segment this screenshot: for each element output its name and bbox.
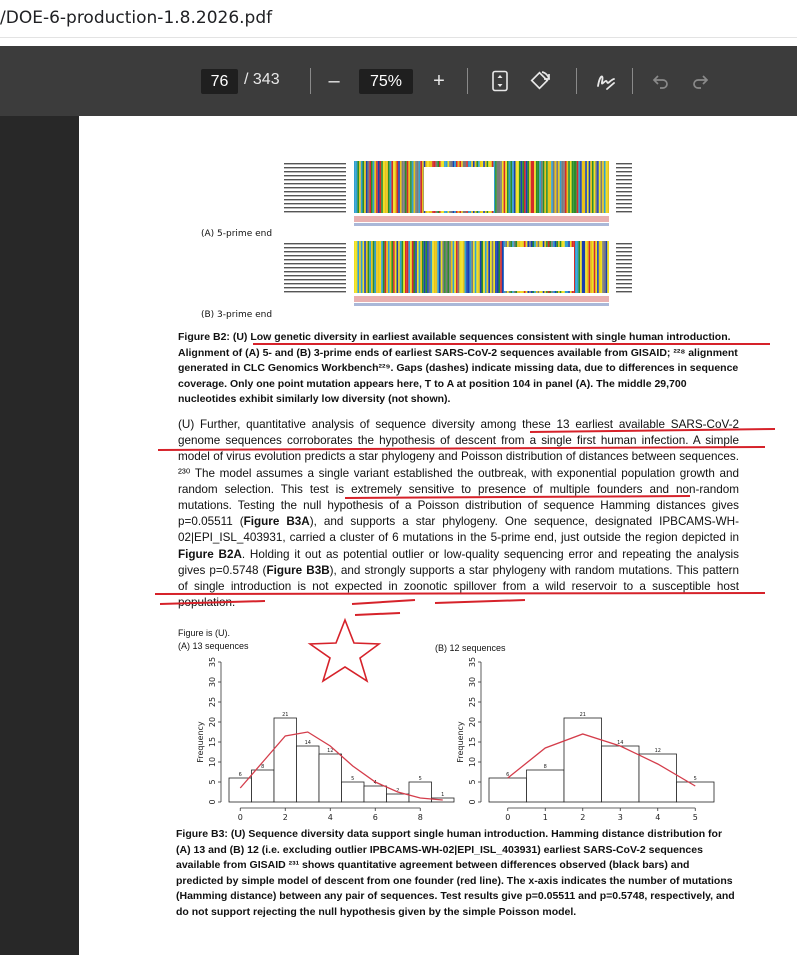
y-tick-label: 5 xyxy=(208,779,217,785)
bar-label: 21 xyxy=(282,712,289,718)
fig-b3-panel-a-label: (A) 13 sequences xyxy=(178,641,249,651)
x-tick-label: 0 xyxy=(505,813,511,822)
fit-page-button[interactable] xyxy=(488,68,512,94)
y-tick-label: 0 xyxy=(208,799,217,805)
x-tick-label: 8 xyxy=(417,813,423,822)
toolbar-divider xyxy=(576,68,577,94)
y-tick-label: 25 xyxy=(208,696,217,708)
bar-label: 6 xyxy=(238,772,242,778)
fig-b3-panel-b-label: (B) 12 sequences xyxy=(435,643,506,653)
fig-b2-label-b: (B) 3-prime end xyxy=(201,310,273,320)
fig-b2-label-a: (A) 5-prime end xyxy=(201,229,273,239)
toolbar-divider xyxy=(632,68,633,94)
toolbar-divider xyxy=(310,68,311,94)
bar-label: 5 xyxy=(693,776,697,782)
fig-b3-caption: Figure B3: (U) Sequence diversity data support single human introduction. Hamming distance distribution for (A) 13 and (B) 12 (i.e. excluding outlier IPBCAMS-WH-02|EPI_ISL_403931) earliest SARS-CoV-2 sequences available from GISAID ²³¹ shows quantitative agreement between differences observed (black bars) and predicted by simple model of descent from one founder (red line). The x-axis indicates the number of mutations (Hamming distance) between any pair of sequences. Test results give p=0.05511 and p=0.5748, respectively, and do not support rejecting the null hypothesis given by the simple Poisson model. xyxy=(176,828,735,918)
x-tick-label: 4 xyxy=(655,813,661,822)
draw-button[interactable] xyxy=(593,68,619,94)
undo-button[interactable] xyxy=(650,68,672,94)
y-tick-label: 30 xyxy=(468,676,477,688)
y-tick-label: 25 xyxy=(468,696,477,708)
x-tick-label: 6 xyxy=(372,813,378,822)
y-tick-label: 35 xyxy=(208,656,217,668)
fig-b2-caption: Figure B2: (U) Low genetic diversity in earliest available sequences consistent with single human introduction. Alignment of (A) 5- and (B) 3-prime ends of earliest SARS-CoV-2 sequences available from GISAID; ²²⁸ alignment generated in CLC Genomics Workbench²²⁹. Gaps (dashes) indicate missing data, due to differences in sequence coverage. Only one point mutation appears here, T to A at position 104 in panel (A). The middle 29,700 nucleotides exhibit similarly low diversity (not shown). xyxy=(178,331,739,405)
figure-ref-b3b: Figure B3B xyxy=(266,563,330,577)
document-viewer[interactable] xyxy=(0,116,797,955)
y-tick-label: 10 xyxy=(208,756,217,768)
annotation-underline xyxy=(345,496,690,498)
redo-button[interactable] xyxy=(689,68,711,94)
paragraph-text: . Holding it out as potential outlier or low-quality sequencing error and repeating the analysis gives p=0.5748 ( xyxy=(178,547,739,577)
zoom-level-input[interactable]: 75% xyxy=(359,69,413,94)
zoom-in-button[interactable]: + xyxy=(433,69,445,92)
paragraph-text: ), and supports a star phylogeny. One sequence, designated IPBCAMS-WH-02|EPI_ISL_403931, carried a cluster of 6 mutations in the 5-prime end, just outside the region depicted in xyxy=(178,515,739,545)
x-tick-label: 5 xyxy=(692,813,698,822)
y-tick-label: 20 xyxy=(208,716,217,728)
y-tick-label: 30 xyxy=(208,676,217,688)
window-titlebar xyxy=(0,0,797,38)
bar-label: 21 xyxy=(579,712,586,718)
x-tick-label: 3 xyxy=(617,813,623,822)
annotation-underline xyxy=(435,600,525,603)
bar-label: 12 xyxy=(654,748,661,754)
x-tick-label: 1 xyxy=(542,813,548,822)
paragraph-text: (U) Further, quantitative analysis of sequence diversity among these 13 earliest available SARS-CoV-2 genome sequences corroborates the hypothesis of descent from a single first human infection. A simple model of virus evolution predicts a star phylogeny and Poisson distribution of distances between sequences. ²³⁰ The model assumes a single variant established the outbreak, with exponential population growth and random selection. This test is extremely sensitive to presence of multiple founders and non-random mutations. Testing the null hypothesis of a Poisson distribution of sequence Hamming distances gives p=0.05511 ( xyxy=(178,418,739,529)
x-tick-label: 2 xyxy=(282,813,288,822)
bar-label: 12 xyxy=(327,748,334,754)
y-tick-label: 0 xyxy=(468,799,477,805)
y-axis-label: Frequency xyxy=(456,721,465,763)
bar-label: 6 xyxy=(506,772,510,778)
annotation-underline xyxy=(155,593,765,594)
zoom-out-button[interactable]: – xyxy=(328,69,340,92)
y-tick-label: 5 xyxy=(468,779,477,785)
y-tick-label: 15 xyxy=(468,736,477,748)
y-tick-label: 15 xyxy=(208,736,217,748)
bar-label: 2 xyxy=(396,788,400,794)
window-title: /DOE-6-production-1.8.2026.pdf xyxy=(0,8,273,28)
annotation-underline xyxy=(355,613,400,615)
redo-icon xyxy=(691,72,709,90)
rotate-button[interactable] xyxy=(527,68,553,94)
page-number-input[interactable]: 76 xyxy=(201,69,238,94)
figure-ref-b3a: Figure B3A xyxy=(243,515,310,529)
figure-is-label: Figure is (U). xyxy=(178,628,231,638)
paragraph-text: ), and strongly supports a star phylogeny with random mutations. This pattern of single introduction is not expected in zoonotic spillover from a wild reservoir to a susceptible host population. xyxy=(178,563,739,610)
x-tick-label: 2 xyxy=(580,813,586,822)
annotation-underline xyxy=(158,447,765,450)
bar-label: 5 xyxy=(351,776,355,782)
undo-icon xyxy=(652,72,670,90)
y-axis-label: Frequency xyxy=(196,721,205,763)
fit-page-icon xyxy=(491,70,509,92)
bar-label: 14 xyxy=(617,740,624,746)
annotation-star xyxy=(310,620,379,681)
bar-label: 14 xyxy=(304,740,311,746)
toolbar-divider xyxy=(467,68,468,94)
figure-ref-b2a: Figure B2A xyxy=(178,547,242,561)
draw-icon xyxy=(595,70,617,92)
x-tick-label: 0 xyxy=(237,813,243,822)
bar-label: 8 xyxy=(543,764,547,770)
y-tick-label: 10 xyxy=(468,756,477,768)
x-tick-label: 4 xyxy=(327,813,333,822)
bar-label: 4 xyxy=(373,780,377,786)
annotation-underline xyxy=(352,600,415,604)
pdf-toolbar xyxy=(0,46,797,116)
annotation-underline xyxy=(530,429,775,432)
annotation-layer xyxy=(0,116,797,955)
annotation-underline xyxy=(160,601,265,604)
bar-label: 8 xyxy=(261,764,265,770)
bar-label: 1 xyxy=(441,792,445,798)
page-total: / 343 xyxy=(244,71,280,88)
rotate-icon xyxy=(528,69,552,93)
y-tick-label: 20 xyxy=(468,716,477,728)
bar-label: 5 xyxy=(418,776,422,782)
y-tick-label: 35 xyxy=(468,656,477,668)
